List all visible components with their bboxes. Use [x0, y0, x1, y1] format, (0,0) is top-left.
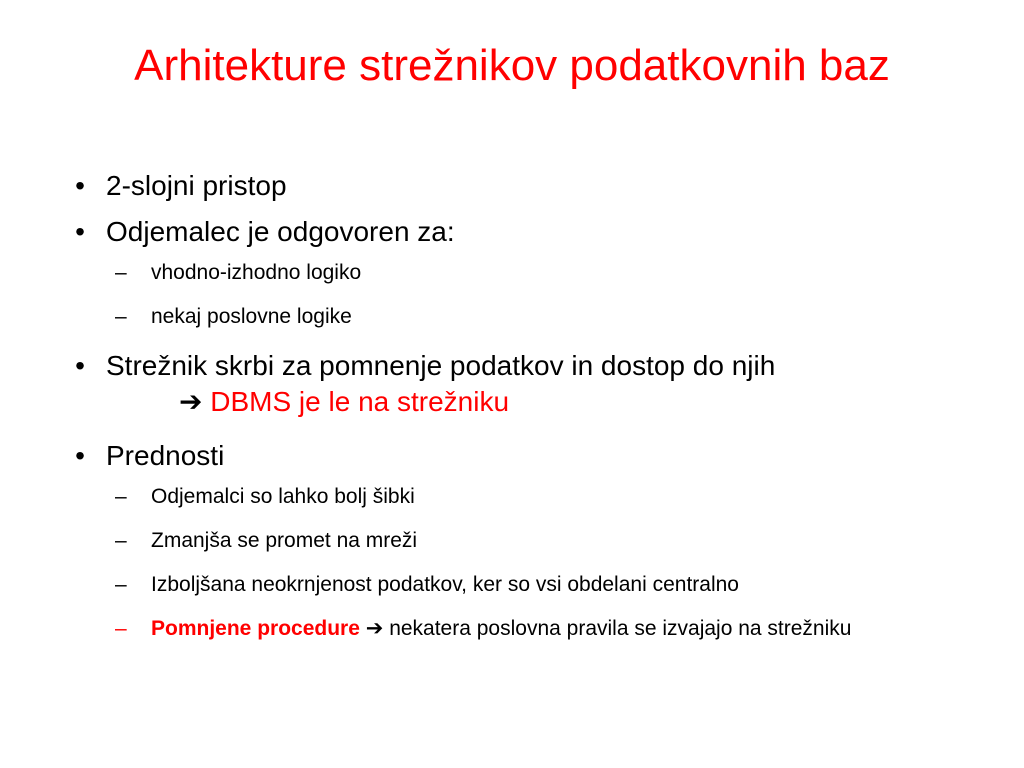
bullet-item [70, 438, 1000, 474]
dash-marker: – [115, 305, 127, 328]
sub-bullet-item [70, 260, 1000, 286]
bullet-text: Odjemalec je odgovoren za: [106, 216, 455, 247]
sub-bullet-text: vhodno-izhodno logiko [151, 261, 362, 284]
dash-marker: – [115, 573, 127, 596]
bullet-marker: • [75, 216, 85, 247]
dash-marker: – [115, 261, 127, 284]
sub-bullet-item [70, 528, 1000, 554]
slide-title: Arhitekture strežnikov podatkovnih baz [134, 41, 890, 90]
bullet-item [70, 168, 1000, 204]
bullet-text: 2-slojni pristop [106, 170, 287, 201]
sub-bullet-text: Zmanjša se promet na mreži [151, 529, 418, 552]
sub-bullet-item [70, 304, 1000, 330]
dash-marker: – [115, 485, 127, 508]
dash-marker: – [115, 617, 127, 640]
arrow-right-icon: ➔ [365, 617, 384, 640]
arrow-right-icon: ➔ [179, 386, 203, 417]
sub-bullet-text: nekatera poslovna pravila se izvajajo na strežniku [389, 617, 852, 640]
bullet-marker: • [75, 440, 85, 471]
stored-procedures-label: Pomnjene procedure [151, 617, 360, 640]
bullet-item [70, 348, 1000, 420]
sub-bullet-item [70, 616, 1000, 642]
bullet-continuation [106, 384, 1000, 420]
bullet-text: Prednosti [106, 440, 225, 471]
sub-bullet-item [70, 572, 1000, 598]
dbms-note: DBMS je le na strežniku [210, 386, 510, 417]
dash-marker: – [115, 529, 127, 552]
bullet-marker: • [75, 170, 85, 201]
sub-bullet-text: Izboljšana neokrnjenost podatkov, ker so vsi obdelani centralno [151, 573, 739, 596]
slide-content [70, 168, 1000, 660]
bullet-text: Strežnik skrbi za pomnenje podatkov in dostop do njih [106, 350, 776, 381]
sub-bullet-item [70, 484, 1000, 510]
sub-bullet-text: Odjemalci so lahko bolj šibki [151, 485, 415, 508]
bullet-marker: • [75, 350, 85, 381]
sub-bullet-text: nekaj poslovne logike [151, 305, 352, 328]
bullet-item [70, 214, 1000, 250]
